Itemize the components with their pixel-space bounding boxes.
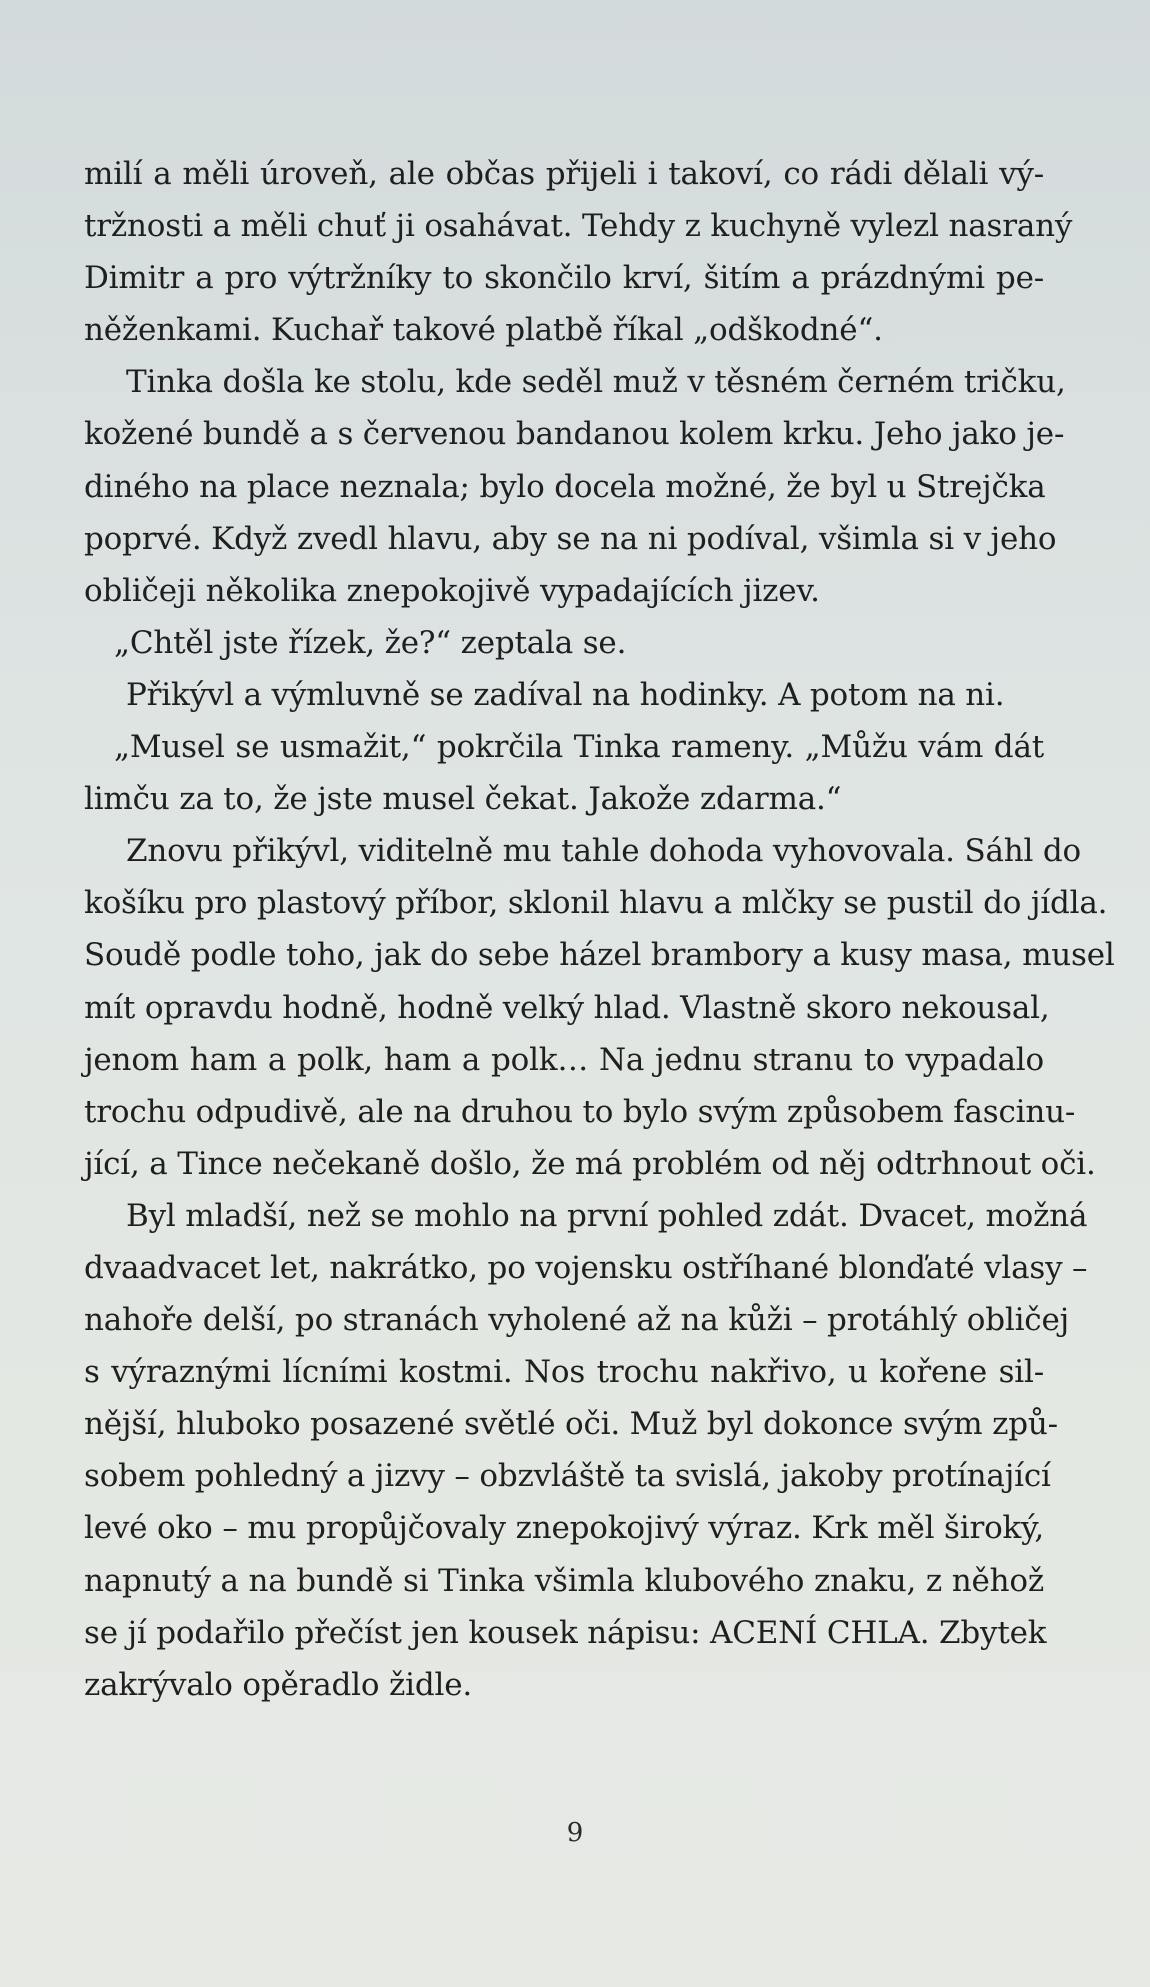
text-line: napnutý a na bundě si Tinka všimla klubového znaku, z něhož — [84, 1562, 1044, 1599]
text-line: levé oko – mu propůjčovaly znepokojivý výraz. Krk měl široký, — [84, 1510, 1044, 1547]
text-line: sobem pohledný a jizvy – obzvláště ta svislá, jakoby protínající — [84, 1458, 1051, 1495]
text-line: Dimitr a pro výtržníky to skončilo krví, šitím a prázdnými pe- — [84, 260, 1044, 297]
text-line: nahoře delší, po stranách vyholené až na kůži – protáhlý obličej — [84, 1302, 1070, 1339]
text-line: mít opravdu hodně, hodně velký hlad. Vlastně skoro nekousal, — [84, 989, 1050, 1026]
text-line: nější, hluboko posazené světlé oči. Muž byl dokonce svým způ- — [84, 1406, 1058, 1443]
text-line: Soudě podle toho, jak do sebe házel brambory a kusy masa, musel — [84, 937, 1115, 974]
text-line: diného na place neznala; bylo docela možné, že byl u Strejčka — [84, 468, 1046, 505]
text-line: obličeji několika znepokojivě vypadajících jizev. — [84, 572, 820, 609]
text-line: zakrývalo opěradlo židle. — [84, 1666, 472, 1703]
text-line: se jí podařilo přečíst jen kousek nápisu: ACENÍ CHLA. Zbytek — [84, 1614, 1047, 1651]
body-text — [84, 148, 1115, 1711]
text-line: kožené bundě a s červenou bandanou kolem krku. Jeho jako je- — [84, 416, 1065, 453]
page-number: 9 — [566, 1818, 584, 1848]
text-line: Byl mladší, než se mohlo na první pohled zdát. Dvacet, možná — [126, 1197, 1088, 1234]
text-line: „Musel se usmažit,“ pokrčila Tinka rameny. „Můžu vám dát — [114, 729, 1044, 766]
text-line: trochu odpudivě, ale na druhou to bylo svým způsobem fascinu- — [84, 1093, 1076, 1130]
text-line: dvaadvacet let, nakrátko, po vojensku ostříhané blonďaté vlasy – — [84, 1249, 1088, 1286]
text-line: s výraznými lícními kostmi. Nos trochu nakřivo, u kořene sil- — [84, 1354, 1044, 1391]
text-line: jenom ham a polk, ham a polk… Na jednu stranu to vypadalo — [84, 1041, 1044, 1078]
text-line: jící, a Tince nečekaně došlo, že má problém od něj odtrhnout oči. — [84, 1145, 1096, 1182]
text-line: tržnosti a měli chuť ji osahávat. Tehdy z kuchyně vylezl nasraný — [84, 208, 1073, 245]
text-line: něženkami. Kuchař takové platbě říkal „odškodné“. — [84, 312, 883, 349]
text-line: Tinka došla ke stolu, kde seděl muž v těsném černém tričku, — [126, 364, 1066, 401]
text-line: Přikývl a výmluvně se zadíval na hodinky. A potom na ni. — [126, 676, 1005, 713]
text-line: milí a měli úroveň, ale občas přijeli i takoví, co rádi dělali vý- — [84, 156, 1044, 192]
text-line: košíku pro plastový příbor, sklonil hlavu a mlčky se pustil do jídla. — [84, 885, 1108, 922]
text-line: Znovu přikývl, viditelně mu tahle dohoda vyhovovala. Sáhl do — [126, 833, 1082, 870]
text-line: limču za to, že jste musel čekat. Jakože zdarma.“ — [84, 781, 842, 818]
text-line: poprvé. Když zvedl hlavu, aby se na ni podíval, všimla si v jeho — [84, 520, 1057, 557]
text-line: „Chtěl jste řízek, že?“ zeptala se. — [114, 624, 627, 661]
